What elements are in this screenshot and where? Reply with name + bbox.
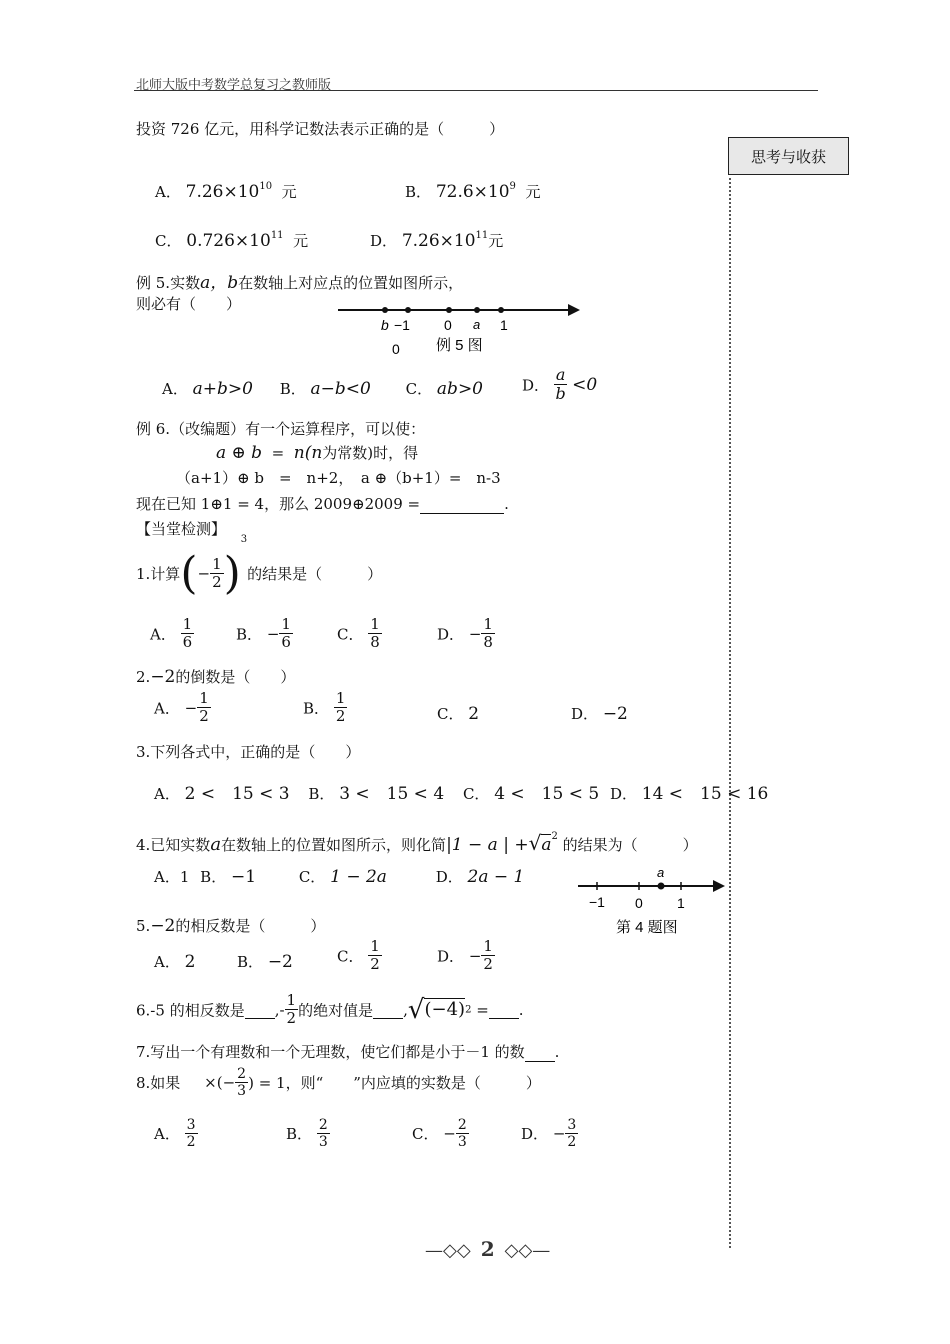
q8-option-d: D． − $\frac{3}{2}$: [521, 1117, 577, 1151]
q8-option-a: A． $\frac{3}{2}$: [154, 1117, 196, 1151]
nl-label-1: 1: [500, 317, 508, 333]
q8-option-b: B． $\frac{2}{3}$: [286, 1117, 328, 1151]
question4-number-line: [575, 862, 730, 940]
example6-line4: 现在已知 1⊕1 = 4，那么 2009⊕2009 = .: [136, 495, 509, 513]
example6-line1: 例 6.（改编题）有一个运算程序，可以使：: [136, 420, 426, 438]
example5-options: A． a+b>0 B． a−b<0 C． ab>0: [162, 379, 483, 399]
section-title: 【当堂检测】: [136, 520, 227, 538]
option-a: A． $7.26\times 10^{10}$ 元: [155, 181, 297, 202]
question-3: 3.下列各式中，正确的是（ ）: [136, 743, 361, 761]
question-invest-stem: 投资 726 亿元，用科学记数法表示正确的是（ ）: [136, 120, 505, 138]
q1-option-d: D． − $\frac{1}{8}$: [437, 615, 493, 652]
page-number: 2: [480, 1237, 495, 1261]
q2-option-b: B． $\frac{1}{2}$: [303, 689, 346, 726]
nl-label-a: a: [473, 317, 481, 332]
option-d: D． $7.26\times 10^{11}$元: [370, 230, 504, 251]
q2-option-d: D． −2: [571, 704, 628, 724]
nl-label-b: b: [381, 317, 389, 333]
q1-option-a: A． $\frac{1}{6}$: [150, 615, 193, 652]
q1-option-b: B． − $\frac{1}{6}$: [236, 615, 291, 652]
q2-option-a: A． − $\frac{1}{2}$: [154, 689, 209, 726]
q4-label-a: a: [657, 865, 665, 880]
q2-option-c: C． 2: [437, 704, 480, 724]
q3-options: A． 2 < 15 < 3 B． 3 < 15 < 4 C． 4 < 15 < 5 D． 14 < 15 < 16: [154, 784, 769, 804]
question-2: 2.−2的倒数是（ ）: [136, 667, 296, 687]
example5-number-line: [330, 295, 590, 360]
q4-caption: 第 4 题图: [616, 919, 678, 936]
question-8: 8.如果 ×(− $\frac{2}{3}$ ) = 1，则“ ”内应填的实数是（ ）: [136, 1066, 541, 1100]
example6-line2: a ⊕ b = n(n为常数)时，得: [216, 443, 419, 463]
example5-line1: 例 5.实数a，b在数轴上对应点的位置如图所示，: [136, 273, 464, 293]
q5-option-c: C． $\frac{1}{2}$: [337, 937, 380, 974]
header-title: 北师大版中考数学总复习之教师版: [136, 78, 332, 93]
sidebar-divider: [729, 178, 731, 1248]
example6-line3: （a+1）⊕ b = n+2， a ⊕（b+1）= n-3: [176, 469, 501, 487]
header-rule: [134, 90, 818, 91]
example5-line2: 则必有（ ）: [136, 295, 242, 313]
option-c: C． $0.726\times 10^{11}$ 元: [155, 230, 309, 251]
question-6: 6.-5 的相反数是 ,- $\frac{1}{2}$ 的绝对值是 ,√(−4)2 = .: [136, 991, 524, 1028]
q4-label-0: 0: [635, 895, 643, 911]
nl-label-0: 0: [444, 317, 452, 333]
nl-sub: 0: [392, 341, 400, 357]
question-4: 4.已知实数a在数轴上的位置如图所示，则化简|1 − a | $+√a^2$ 的结果为（ ）: [136, 831, 698, 855]
q4-options: A．1 B． −1 C． 1 − 2a D． 2a − 1: [154, 867, 525, 887]
page-footer: —◇◇ 2 ◇◇—: [425, 1237, 551, 1261]
q5-option-a: A． 2: [154, 952, 196, 972]
q1-option-c: C． $\frac{1}{8}$: [337, 615, 380, 652]
q5-option-b: B． −2: [237, 952, 293, 972]
question-5: 5.−2的相反数是（ ）: [136, 916, 326, 936]
q5-option-d: D． − $\frac{1}{2}$: [437, 937, 493, 974]
q4-label-1: 1: [677, 895, 685, 911]
question-1: 1.计算(− $\frac{1}{2}$ )$^3$的结果是（ ）: [136, 534, 383, 599]
example5-option-d: D． $\frac{a}{b}$ <0: [522, 365, 598, 404]
figure-caption: 例 5 图: [436, 337, 483, 354]
option-b: B． $72.6\times 10^9$ 元: [405, 181, 541, 202]
sidebar-label: 思考与收获: [728, 137, 849, 175]
q8-option-c: C． − $\frac{2}{3}$: [412, 1117, 467, 1151]
question-7: 7.写出一个有理数和一个无理数，使它们都是小于－1 的数 .: [136, 1043, 560, 1061]
q4-label-neg1: −1: [589, 894, 605, 910]
nl-label-neg1: −1: [394, 317, 410, 333]
